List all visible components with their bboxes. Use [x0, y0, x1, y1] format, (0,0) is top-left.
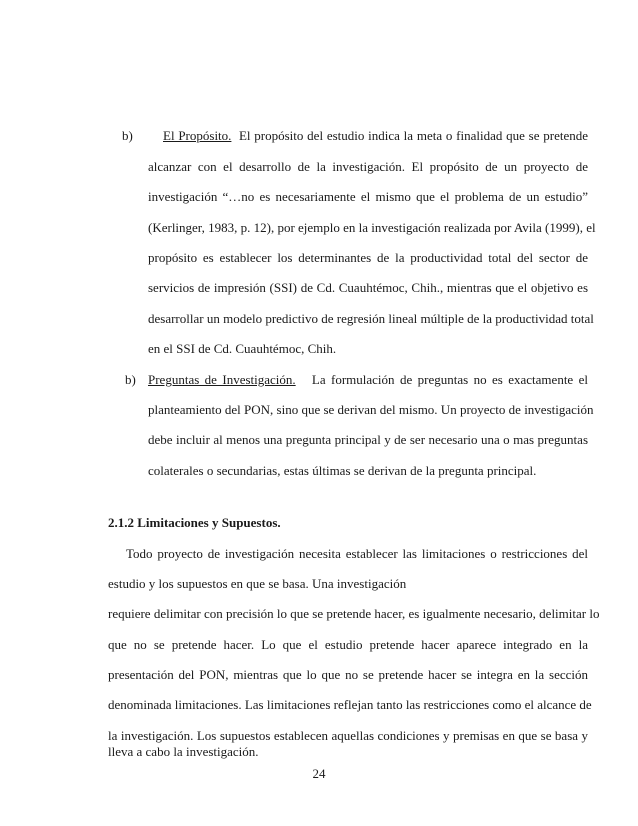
proposito-first-line	[163, 128, 588, 144]
section-line: presentación del PON, mientras que lo que no se pretende hacer se integra en la sección	[108, 667, 588, 682]
proposito-first-line-text: El propósito del estudio indica la meta o finalidad que se pretende	[238, 128, 588, 143]
proposito-line: (Kerlinger, 1983, p. 12), por ejemplo en la investigación realizada por Avila (1999), el	[148, 220, 596, 235]
section-line: Todo proyecto de investigación necesita establecer las limitaciones o restricciones del	[126, 546, 588, 561]
section-heading: 2.1.2 Limitaciones y Supuestos.	[108, 515, 281, 530]
list-marker: b)	[122, 128, 133, 143]
proposito-line: investigación “…no es necesariamente el mismo que el problema de un estudio”	[148, 189, 588, 204]
preguntas-line: planteamiento del PON, sino que se derivan del mismo. Un proyecto de investigación	[148, 402, 594, 417]
proposito-line: propósito es establecer los determinantes de la productividad total del sector de	[148, 250, 588, 265]
section-line: la investigación. Los supuestos establecen aquellas condiciones y premisas en que se basa y	[108, 728, 588, 743]
preguntas-line: debe incluir al menos una pregunta principal y de ser necesario una o mas preguntas	[148, 432, 588, 447]
section-line: estudio y los supuestos en que se basa. Una investigación	[108, 576, 407, 591]
preguntas-first-line	[148, 372, 588, 388]
section-line: que no se pretende hacer. Lo que el estudio pretende hacer aparece integrado en la	[108, 637, 588, 652]
proposito-line: servicios de impresión (SSI) de Cd. Cuauhtémoc, Chih., mientras que el objetivo es	[148, 280, 588, 295]
proposito-heading: El Propósito.	[163, 128, 232, 143]
section-line: requiere delimitar con precisión lo que se pretende hacer, es igualmente necesario, delimitar lo	[108, 606, 600, 621]
proposito-line: desarrollar un modelo predictivo de regresión lineal múltiple de la productividad total	[148, 311, 594, 326]
section-line: denominada limitaciones. Las limitaciones reflejan tanto las restricciones como el alcance de	[108, 697, 592, 712]
preguntas-last-line: colaterales o secundarias, estas últimas se derivan de la pregunta principal.	[148, 463, 537, 478]
list-marker: b)	[125, 372, 136, 387]
page-number: 24	[312, 766, 326, 781]
preguntas-first-line-text: La formulación de preguntas no es exactamente el	[311, 372, 588, 387]
section-last-line: lleva a cabo la investigación.	[108, 744, 259, 759]
proposito-line: alcanzar con el desarrollo de la investigación. El propósito de un proyecto de	[148, 159, 588, 174]
proposito-last-line: en el SSI de Cd. Cuauhtémoc, Chih.	[148, 341, 337, 356]
preguntas-heading: Preguntas de Investigación.	[148, 372, 296, 387]
